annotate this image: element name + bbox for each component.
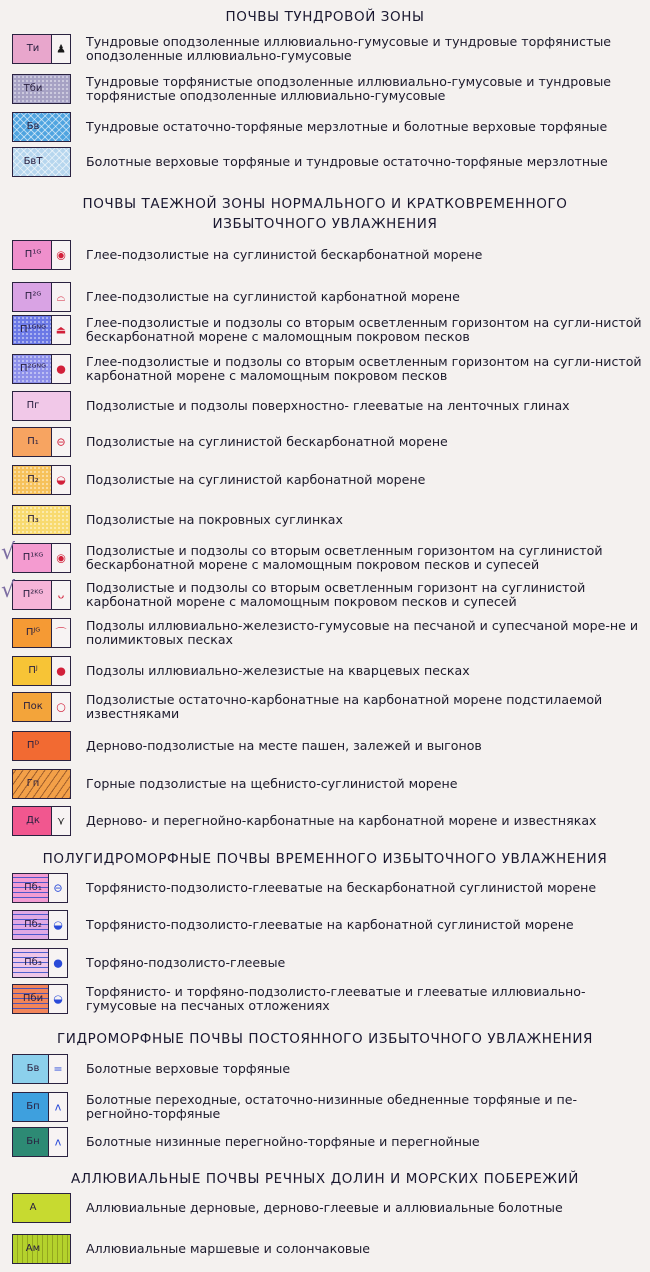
symbol-box (48, 1093, 67, 1121)
legend-swatch (12, 806, 71, 836)
soil-description: Подзолистые остаточно-карбонатные на карбонатной морене подстилаемой известняками (86, 692, 603, 721)
soil-description: Тундровые оподзоленные иллювиально-гумусовые и тундровые торфянистые оподзоленные иллювиально-гумусовые (86, 34, 612, 63)
legend-row (0, 1054, 650, 1086)
legend-swatch (12, 1054, 68, 1084)
legend-swatch (12, 873, 68, 903)
symbol-box (51, 316, 70, 344)
soil-code: П¹ᴷᴳ (22, 552, 44, 563)
soil-description: Подзолистые и подзолы со вторым осветленным горизонтом на суглинистой бескарбонатной морене с маломощным покровом песков и супесей (86, 543, 603, 572)
legend-swatch (12, 1193, 71, 1223)
section-heading: АЛЛЮВИАЛЬНЫЕ ПОЧВЫ РЕЧНЫХ ДОЛИН И МОРСКИХ ПОБЕРЕЖИЙ (71, 1171, 579, 1187)
legend-row (0, 505, 650, 537)
section-heading: ПОЛУГИДРОМОРФНЫЕ ПОЧВЫ ВРЕМЕННОГО ИЗБЫТОЧНОГО УВЛАЖНЕНИЯ (42, 851, 608, 867)
soil-symbol-icon: ʌ (54, 1135, 62, 1149)
soil-symbol-icon: ○ (56, 700, 66, 714)
soil-code: П₃ (27, 514, 39, 525)
legend-row (0, 692, 650, 724)
soil-description: Глее-подзолистые на суглинистой бескарбонатной морене (86, 247, 483, 262)
legend-row (0, 873, 650, 905)
soil-symbol-icon: ♟ (56, 42, 66, 56)
legend-row (0, 240, 650, 272)
soil-code: Бв (26, 121, 40, 132)
symbol-box (51, 466, 70, 494)
symbol-box (51, 283, 70, 311)
soil-code: Ти (26, 43, 40, 54)
legend-row (0, 1193, 650, 1225)
legend-swatch (12, 543, 71, 573)
soil-description: Тундровые торфянистые оподзоленные иллювиально-гумусовые и тундровые торфянистые оподзоленные иллювиально-гумусовые (86, 74, 612, 103)
legend-swatch (12, 505, 71, 535)
legend-row (0, 282, 650, 314)
soil-description: Подзолистые на покровных суглинках (86, 512, 343, 527)
soil-code: Пᴰ (26, 740, 40, 751)
legend-row (0, 806, 650, 838)
soil-description: Торфянисто-подзолисто-глееватые на карбонатной суглинистой морене (86, 917, 574, 932)
soil-description: Дерново-подзолистые на месте пашен, залежей и выгонов (86, 738, 482, 753)
legend-swatch (12, 656, 71, 686)
soil-code: П¹ᴳᴺᴳ (20, 324, 46, 335)
soil-symbol-icon: ⌒ (55, 626, 67, 640)
soil-symbol-icon: ◒ (53, 918, 63, 932)
soil-description: Аллювиальные дерновые, дерново-глеевые и аллювиальные болотные (86, 1200, 563, 1215)
legend-swatch (12, 240, 71, 270)
legend-swatch (12, 315, 71, 345)
legend-row (0, 656, 650, 688)
soil-description: Подзолы иллювиально-железистые на кварцевых песках (86, 663, 470, 678)
legend-swatch (12, 984, 68, 1014)
legend-row (0, 315, 650, 347)
legend-row (0, 74, 650, 106)
soil-description: Аллювиальные маршевые и солончаковые (86, 1241, 371, 1256)
legend-swatch (12, 618, 71, 648)
symbol-box (51, 544, 70, 572)
symbol-box (48, 874, 67, 902)
legend-row (0, 948, 650, 980)
soil-code: БвТ (23, 156, 43, 167)
soil-description: Тундровые остаточно-торфяные мерзлотные и болотные верховые торфяные (86, 119, 608, 134)
soil-code: Пб₂ (24, 919, 42, 930)
symbol-box (51, 75, 70, 103)
soil-symbol-icon: ● (56, 362, 66, 376)
pencil-mark-icon: √ (1, 540, 16, 565)
symbol-box (48, 911, 67, 939)
soil-symbol-icon: ʌ (54, 1100, 62, 1114)
soil-symbol-icon: ⏏ (55, 323, 67, 337)
legend-row (0, 543, 650, 575)
soil-symbol-icon: ◉ (56, 248, 66, 262)
soil-code: Дк (26, 815, 40, 826)
soil-symbol-icon: ᴗ (57, 588, 65, 602)
symbol-box (51, 732, 70, 760)
symbol-box (51, 113, 70, 141)
symbol-box (51, 1235, 70, 1263)
legend-swatch (12, 948, 68, 978)
soil-description: Глее-подзолистые и подзолы со вторым осветленным горизонтом на сугли-нистой карбонатной морене с маломощным покровом песков (86, 354, 642, 383)
soil-code: Пᴶᴳ (25, 627, 41, 638)
soil-description: Дерново- и перегнойно-карбонатные на карбонатной морене и известняках (86, 813, 597, 828)
soil-symbol-icon: ⊖ (56, 435, 66, 449)
legend-swatch (12, 74, 71, 104)
legend-swatch (12, 580, 71, 610)
soil-code: Тби (23, 83, 43, 94)
symbol-box (51, 807, 70, 835)
symbol-box (51, 619, 70, 647)
soil-symbol-icon: ◉ (56, 551, 66, 565)
symbol-box (51, 241, 70, 269)
legend-swatch (12, 34, 71, 64)
soil-symbol-icon: ◒ (53, 992, 63, 1006)
legend-row (0, 1127, 650, 1159)
legend-swatch (12, 391, 71, 421)
legend-swatch (12, 282, 71, 312)
section-heading: ПОЧВЫ ТУНДРОВОЙ ЗОНЫ (225, 9, 425, 25)
soil-code: Пᴶ (28, 665, 38, 676)
symbol-box (51, 1194, 70, 1222)
legend-row (0, 465, 650, 497)
legend-row (0, 391, 650, 423)
soil-description: Болотные низинные перегнойно-торфяные и перегнойные (86, 1134, 480, 1149)
soil-symbol-icon: ⋎ (56, 814, 66, 828)
symbol-box (51, 392, 70, 420)
soil-code: Бп (26, 1101, 40, 1112)
symbol-box (48, 985, 67, 1013)
soil-description: Подзолистые и подзолы поверхностно- глееватые на ленточных глинах (86, 398, 570, 413)
symbol-box (51, 770, 70, 798)
soil-description: Горные подзолистые на щебнисто-суглинистой морене (86, 776, 458, 791)
legend-swatch (12, 465, 71, 495)
soil-description: Торфянисто-подзолисто-глееватые на бескарбонатной суглинистой морене (86, 880, 597, 895)
legend-row (0, 731, 650, 763)
soil-code: П²ᴷᴳ (22, 589, 44, 600)
legend-swatch (12, 1092, 68, 1122)
soil-code: Пб₃ (24, 957, 42, 968)
soil-code: П₂ (27, 474, 39, 485)
pencil-mark-icon: √ (1, 578, 16, 603)
soil-description: Подзолы иллювиально-железисто-гумусовые на песчаной и супесчаной море-не и полимиктовых песках (86, 618, 639, 647)
legend-row (0, 112, 650, 144)
legend-swatch (12, 427, 71, 457)
legend-row (0, 147, 650, 179)
symbol-box (51, 506, 70, 534)
legend-row (0, 580, 650, 612)
soil-description: Болотные верховые торфяные (86, 1061, 291, 1076)
legend-swatch (12, 1127, 68, 1157)
soil-code: Ам (25, 1243, 41, 1254)
soil-code: А (29, 1202, 37, 1213)
legend-swatch (12, 147, 71, 177)
symbol-box (51, 148, 70, 176)
soil-symbol-icon: ● (56, 664, 66, 678)
soil-symbol-icon: ⊖ (53, 881, 63, 895)
soil-code: Пг (26, 400, 40, 411)
legend-row (0, 427, 650, 459)
legend-row (0, 769, 650, 801)
legend-swatch (12, 910, 68, 940)
symbol-box (51, 355, 70, 383)
symbol-box (51, 657, 70, 685)
soil-code: П₁ (27, 436, 39, 447)
legend-swatch (12, 1234, 71, 1264)
legend-swatch (12, 112, 71, 142)
symbol-box (48, 1055, 67, 1083)
symbol-box (48, 1128, 67, 1156)
legend-swatch (12, 731, 71, 761)
soil-code: Гп (26, 778, 40, 789)
legend-swatch (12, 769, 71, 799)
legend-row (0, 910, 650, 942)
soil-code: П²ᴳ (24, 291, 42, 302)
legend-row (0, 1234, 650, 1266)
soil-code: Пби (22, 993, 44, 1004)
legend-swatch (12, 354, 71, 384)
soil-description: Торфянисто- и торфяно-подзолисто-глееватые и глееватые иллювиально-гумусовые на песчаных отложениях (86, 984, 586, 1013)
soil-code: Бн (26, 1136, 40, 1147)
symbol-box (51, 581, 70, 609)
soil-symbol-icon: = (53, 1062, 63, 1076)
legend-row (0, 34, 650, 66)
soil-description: Глее-подзолистые и подзолы со вторым осветленным горизонтом на сугли-нистой бескарбонатной морене с маломощным покровом песков (86, 315, 642, 344)
legend-row (0, 618, 650, 650)
soil-description: Глее-подзолистые на суглинистой карбонатной морене (86, 289, 460, 304)
soil-description: Подзолистые и подзолы со вторым осветленным горизонт на суглинистой карбонатной морене с маломощным покровом песков и супесей (86, 580, 586, 609)
soil-code: Пб₁ (24, 882, 42, 893)
soil-code: П²ᴳᴺᴳ (20, 363, 46, 374)
legend-row (0, 354, 650, 386)
section-heading: ПОЧВЫ ТАЕЖНОЙ ЗОНЫ НОРМАЛЬНОГО И КРАТКОВРЕМЕННОГО (82, 196, 568, 212)
symbol-box (51, 693, 70, 721)
soil-code: Бв (26, 1063, 40, 1074)
soil-symbol-icon: ● (53, 956, 63, 970)
soil-description: Болотные переходные, остаточно-низинные обедненные торфяные и пе-регнойно-торфяные (86, 1092, 578, 1121)
symbol-box (48, 949, 67, 977)
soil-description: Болотные верховые торфяные и тундровые остаточно-торфяные мерзлотные (86, 154, 608, 169)
soil-description: Торфяно-подзолисто-глеевые (86, 955, 286, 970)
symbol-box (51, 428, 70, 456)
legend-swatch (12, 692, 71, 722)
section-heading: ГИДРОМОРФНЫЕ ПОЧВЫ ПОСТОЯННОГО ИЗБЫТОЧНОГО УВЛАЖНЕНИЯ (56, 1031, 594, 1047)
soil-symbol-icon: ⌓ (56, 290, 66, 304)
soil-description: Подзолистые на суглинистой карбонатной морене (86, 472, 426, 487)
soil-description: Подзолистые на суглинистой бескарбонатной морене (86, 434, 448, 449)
section-heading-line2: ИЗБЫТОЧНОГО УВЛАЖНЕНИЯ (212, 216, 438, 232)
legend-row (0, 1092, 650, 1124)
symbol-box (51, 35, 70, 63)
legend-row (0, 984, 650, 1016)
soil-code: Пок (23, 701, 43, 712)
soil-code: П¹ᴳ (24, 249, 42, 260)
soil-symbol-icon: ◒ (56, 473, 66, 487)
